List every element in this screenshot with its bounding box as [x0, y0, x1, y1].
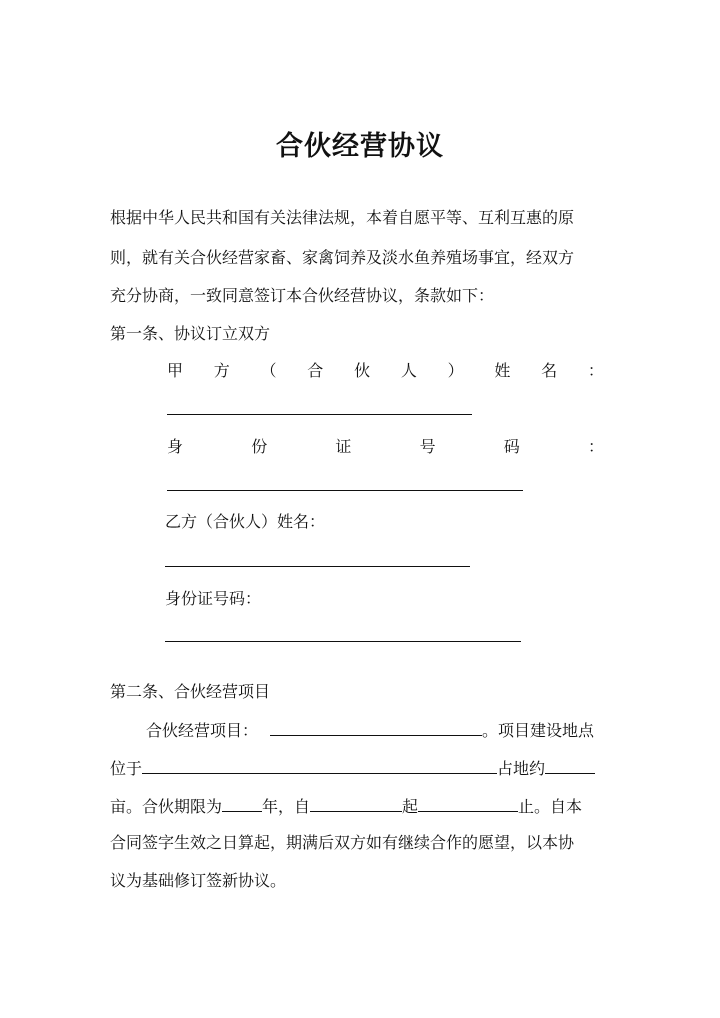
party-a-id-label — [167, 437, 604, 457]
party-b-id-blank[interactable] — [165, 641, 521, 642]
article-1-heading: 第一条、协议订立双方 — [110, 324, 271, 343]
end-date-blank[interactable] — [418, 795, 518, 812]
document-title: 合伙经营协议 — [276, 131, 444, 162]
party-b-id-label: 身份证号码： — [165, 589, 262, 608]
project-blank[interactable] — [270, 719, 482, 736]
label-char: 合 — [307, 361, 324, 380]
label-char: 码 — [503, 437, 520, 456]
year-label: 年，自 — [262, 797, 311, 816]
project-row — [146, 719, 594, 741]
label-char: 份 — [251, 437, 268, 456]
label-char: 证 — [335, 437, 352, 456]
area-blank[interactable] — [545, 757, 595, 774]
location-blank[interactable] — [142, 757, 497, 774]
until-label: 止。自本 — [518, 797, 583, 816]
article-2-line-4: 合同签字生效之日算起，期满后双方如有继续合作的愿望，以本协 — [110, 833, 575, 852]
party-a-name-blank[interactable] — [167, 414, 472, 415]
area-label: 占地约 — [497, 759, 546, 778]
preamble-line-1: 根据中华人民共和国有关法律法规，本着自愿平等、互利互惠的原 — [110, 208, 575, 227]
article-2-line-5: 议为基础修订签新协议。 — [110, 871, 287, 890]
label-char: 伙 — [354, 361, 371, 380]
label-char: 甲 — [167, 361, 184, 380]
label-char: （ — [260, 361, 277, 380]
start-date-blank[interactable] — [310, 795, 402, 812]
years-blank[interactable] — [222, 795, 262, 812]
preamble-line-2: 则，就有关合伙经营家畜、家禽饲养及淡水鱼养殖场事宜，经双方 — [110, 248, 575, 267]
located-prefix: 位于 — [110, 759, 143, 778]
label-char: 身 — [167, 437, 184, 456]
party-a-name-label — [167, 361, 604, 381]
location-suffix: 。项目建设地点 — [482, 721, 595, 740]
party-a-id-blank[interactable] — [167, 490, 523, 491]
article-2-heading: 第二条、合伙经营项目 — [110, 682, 271, 701]
project-label: 合伙经营项目： — [146, 721, 259, 740]
from-label: 起 — [402, 797, 419, 816]
label-char: 方 — [213, 361, 230, 380]
location-row — [110, 757, 595, 779]
label-char: ） — [447, 361, 464, 380]
term-prefix: 亩。合伙期限为 — [110, 797, 223, 816]
label-char: ： — [587, 437, 604, 456]
term-row — [110, 795, 582, 817]
label-char: 名 — [541, 361, 558, 380]
party-b-name-label: 乙方（合伙人）姓名： — [165, 512, 326, 531]
party-b-name-blank[interactable] — [165, 566, 470, 567]
label-char: 人 — [400, 361, 417, 380]
label-char: 号 — [419, 437, 436, 456]
label-char: 姓 — [494, 361, 511, 380]
label-char: ： — [587, 361, 604, 380]
preamble-line-3: 充分协商，一致同意签订本合伙经营协议，条款如下： — [110, 286, 495, 305]
